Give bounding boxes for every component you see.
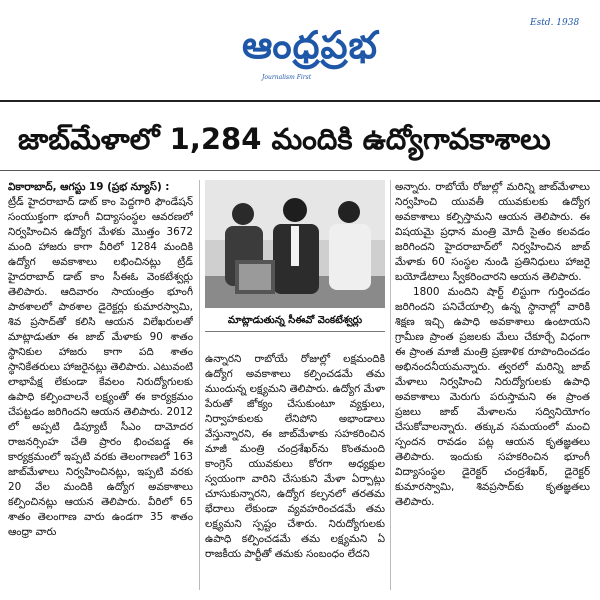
column-divider xyxy=(390,180,391,590)
photo-people-image xyxy=(205,180,385,308)
article-paragraph: అన్నారు. రాబోయే రోజుల్లో మరిన్ని జాబ్‌మేళాలు నిర్వహించి యువతీ యువకులకు ఉద్యోగ అవకాశాలు కల్పిస్తామని ఆయన తెలిపారు. ఈ విషయమై ప్రధాన మంత్రి మోదీ సైతం కలవడం జరిగిందని హైదరాబాద్‌లో నిర్వహించిన జాబ్ మేళాకు 60 సంస్థల నుండి ప్రతినిధులు హాజరై బయోడేటాలు స్వీకరించారని ఆయన తెలిపారు. xyxy=(395,181,590,283)
logo-tagline: Journalism First xyxy=(262,74,312,81)
column-divider xyxy=(199,180,200,590)
established-year: Estd. 1938 xyxy=(530,18,580,28)
article-column-2 xyxy=(205,352,385,592)
top-divider xyxy=(0,100,600,102)
news-photo xyxy=(205,180,385,308)
headline: జాబ్‌మేళాలో 1,284 మందికి ఉద్యోగావకాశాలు xyxy=(18,122,551,156)
article-column-3 xyxy=(395,180,590,592)
dateline: వికారాబాద్, ఆగస్టు 19 (ప్రభ న్యూస్) : xyxy=(8,181,170,193)
article-paragraph: ఉన్నారని రాబోయే రోజుల్లో లక్షమందికి ఉద్యోగ అవకాశాలు కల్పించడమే తమ ముందున్న లక్ష్యమని తెలిపారు. ఉద్యోగ మేళా పేరుతో జోక్యం చేసుకుంటూ వ్యక్తులు, నిర్వాహకులకు లేనిపోని అభాండాలు వేస్తున్నారని, ఈ జాబ్‌మేళాకు సహకరించిన మాజీ మంత్రి చంద్రశేఖర్‌ను కొంతమంది కాంగ్రెస్ యువకులు కోరగా అధ్యక్షుల స్వయంగా వారిని చేసుకుని మేళా ఏర్పాట్లు చూసుకున్నారని, ఉద్యోగ కల్పనలో తరతమ భేదాలు లేకుండా వ్యవహరించడమే తమ లక్ష్యమని స్పష్టం చేశారు. నిరుద్యోగులకు ఉపాధి కల్పించడమే తమ లక్ష్యమని ఏ రాజకీయ పార్టీతో తమకు సంబంధం లేదని xyxy=(205,353,385,560)
newspaper-logo: ఆంధ్రప్రభ xyxy=(242,22,378,67)
article-paragraph: ట్రీడ్ హైదరాబాద్ డాట్ కాం పెద్దగారి ఫౌండేషన్ సంయుక్తంగా భూంగీ విద్యాసంస్థల ఆవరణలో నిర్వహించిన ఉద్యోగ మేళకు మొత్తం 3672 మంది హాజరు కాగా వీరిలో 1284 మందికి ఉద్యోగ అవకాశాలు లభించినట్లు ట్రీడ్ హైదరాబాద్ డాట్ కాం సీఈఓ వెంకటేశ్వర్లు తెలిపారు. ఆదివారం సాయంత్రం భూంగీ పాఠశాలలో పాఠశాల డైరెక్టర్లు కుమారస్వామి, శివ ప్రసాద్‌తో కలిసి ఆయన విలేఖరులతో మాట్లాడుతూ ఈ జాబ్ మేళాకు 90 శాతం స్థానికుల హాజరు కాగా పది శాతం స్థానికేతరులు హాజరైనట్లు తెలిపారు. ఎటువంటి లాభాపేక్ష లేకుండా కేవలం నిరుద్యోగులకు ఉపాధి కల్పించాలనే లక్ష్యంతో ఈ కార్యక్రమం చేపట్టడం జరిగిందని ఆయన తెలిపారు. 2012 లో అప్పటి డిప్యూటీ సీఎం దామోదర రాజనర్సింహ చేతి ప్రారం భించబడ్డ ఈ కార్యక్రమంలో ఇప్పటి వరకు తెలంగాణలో 163 జాబ్‌మేళాలు నిర్వహించినట్లు, ఇప్పటి వరకు 20 వేల మందికి ఉద్యోగ అవకాశాలు కల్పించినట్లు ఆయన తెలిపారు. వీరిలో 65 శాతం తెలంగాణ వారు ఉండగా 35 శాతం ఆంధ్రా వారు xyxy=(8,196,193,538)
photo-caption: మాట్లాడుతున్న సీఈవో వెంకటేశ్వర్లు xyxy=(205,311,385,332)
headline-divider xyxy=(0,170,600,171)
article-column-1 xyxy=(8,180,193,592)
masthead xyxy=(0,0,600,96)
article-paragraph: 1800 మందిని షార్ట్ లిస్టుగా గుర్తించడం జరిగిందని పనిచేయాల్సి ఉన్న స్థానాల్లో వారికి శిక్షణ ఇచ్చి ఉపాధి అవకాశాలు ఉంటాయని గ్రామీణ ప్రాంత ప్రజలకు మేలు చేకూర్చే విధంగా ఈ ప్రాంత మాజీ మంత్రి ప్రణాళిక రూపొందించడం అభినందనీయమన్నారు. త్వరలో మరిన్ని జాబ్ మేళాలు నిర్వహించి నిరుద్యోగులకు ఉపాధి అవకాశాలు మెరుగు పరుస్తామని ఈ ప్రాంత ప్రజలు జాబ్ మేళాలను సద్వినియోగం చేసుకోవాలన్నారు. తక్కువ సమయంలో మంచి స్పందన రావడం పట్ల ఆయన కృతజ్ఞతలు తెలిపారు. ఇందుకు సహకరించిన భూంగీ విద్యాసంస్థల డైరెక్టర్ చంద్రశేఖర్, డైరెక్టర్ కుమారస్వామి, శివప్రసాద్‌కు కృతజ్ఞతలు తెలిపారు. xyxy=(395,286,590,508)
